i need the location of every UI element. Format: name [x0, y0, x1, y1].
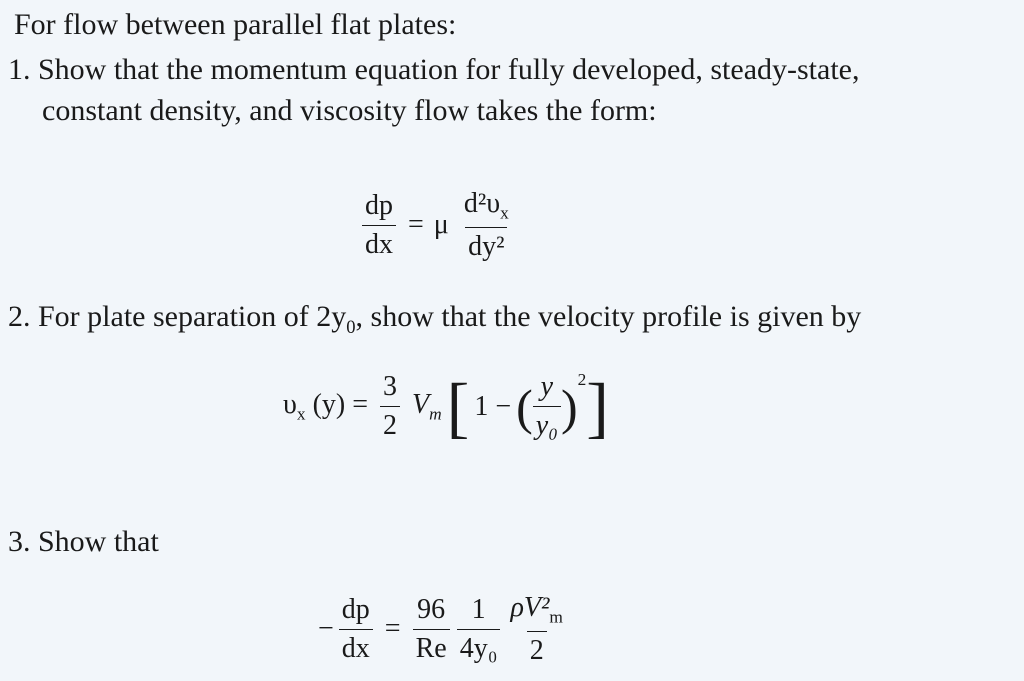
ninety-six-over-re: $\frac{96}{Re}$: [413, 594, 450, 665]
close-paren: ): [560, 378, 578, 435]
intro-text: For flow between parallel flat plates:: [14, 8, 457, 41]
momentum-equation: [362, 188, 512, 263]
item-1-number: 1.: [8, 53, 31, 86]
equals-sign-2: =: [384, 613, 401, 645]
one-minus: 1 −: [474, 390, 512, 422]
vm-symbol: $V_m$: [412, 388, 442, 424]
one-over-4y0: $\frac{1}{\text{4y₀}}$: [457, 594, 501, 665]
second-derivative-fraction: [461, 188, 512, 263]
close-bracket: ]: [586, 368, 609, 445]
square-exponent: 2: [577, 370, 587, 389]
item-1-line-1: Show that the momentum equation for fully developed, steady-state,: [38, 53, 860, 86]
item-1-line-2: constant density, and viscosity flow takes the form:: [42, 94, 657, 127]
second-derivative-numerator: $d^2\upsilon_x$: [463, 188, 509, 223]
dp-numerator: dp: [365, 189, 393, 221]
item-2: [8, 302, 861, 338]
velocity-profile-equation: [283, 368, 609, 445]
item-2-subscript: 0: [346, 317, 356, 338]
dp-dx-fraction: [362, 190, 396, 261]
three-halves-fraction: $\frac{3}{2}$: [380, 371, 400, 442]
open-bracket: [: [446, 368, 470, 445]
item-3-text: Show that: [38, 525, 159, 558]
dx-denominator: dx: [362, 225, 396, 261]
item-3: [8, 527, 159, 557]
vx-lhs: $\upsilon_x$ (y) =: [283, 388, 369, 424]
mu-symbol: μ: [433, 209, 449, 241]
item-1: [8, 55, 859, 85]
y-ratio-fraction: $\frac{y}{\text{y₀}}$: [533, 371, 561, 442]
second-derivative-denominator: dy²: [465, 227, 507, 263]
item-2-text-b: , show that the velocity profile is given by: [355, 300, 862, 333]
dp-dx-fraction-2: $\frac{dp}{dx}$: [339, 594, 373, 665]
item-2-number: 2.: [8, 300, 31, 333]
item-2-text-a: For plate separation of 2y: [38, 300, 347, 333]
pressure-gradient-equation: [318, 592, 566, 667]
minus-sign: −: [318, 613, 334, 645]
item-3-number: 3.: [8, 525, 31, 558]
dynamic-pressure-fraction: $\frac{\rho V^2_m}{2}$: [510, 592, 563, 666]
equals-sign: =: [408, 209, 424, 241]
open-paren: (: [516, 378, 533, 435]
